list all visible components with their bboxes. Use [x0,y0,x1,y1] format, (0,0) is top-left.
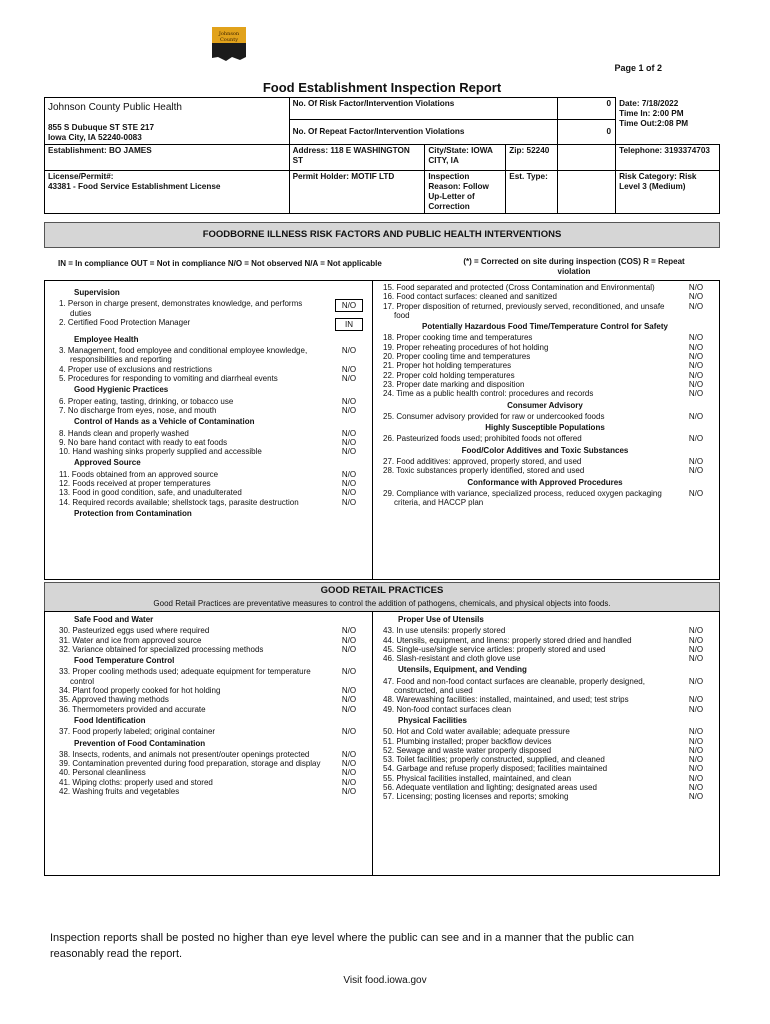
section-heading: Food Temperature Control [74,656,175,666]
checklist-item [56,645,363,654]
compliance-status: N/O [341,704,357,714]
checklist-item-text: 9. No bare hand contact with ready to eat foods [59,437,228,447]
retail-section-band [44,582,720,611]
checklist-item-text: 4. Proper use of exclusions and restrictions [59,364,212,374]
checklist-item [56,705,363,714]
checklist-item [380,292,710,301]
compliance-status: N/O [341,686,357,696]
checklist-item [56,759,363,768]
foodborne-divider [372,280,373,580]
compliance-status: N/O [688,676,704,686]
checklist-item [56,406,363,415]
checklist-item-text: 54. Garbage and refuse properly disposed; facilities maintained [383,764,608,774]
compliance-status: N/O [688,379,704,389]
section-heading: Control of Hands as a Vehicle of Contamination [74,417,255,427]
establishment-zip: Zip: 52240 [506,145,558,171]
establishment-telephone: Telephone: 3193374703 [616,145,720,171]
compliance-status: N/O [341,695,357,705]
checklist-item-text: 5. Procedures for responding to vomiting and diarrheal events [59,374,278,384]
checklist-item-text: 32. Variance obtained for specialized processing methods [59,644,264,654]
checklist-item-text: 41. Wiping cloths: properly used and stored [59,777,213,787]
checklist-item [380,361,710,370]
compliance-status: N/O [688,654,704,664]
compliance-status: N/O [341,787,357,797]
checklist-item [56,318,363,333]
checklist-item-text: 27. Food additives: approved, properly stored, and used [383,457,582,467]
cos-legend: (*) = Corrected on site during inspection (COS) R = Repeat violation [463,257,685,276]
checklist-item-text: 20. Proper cooling time and temperatures [383,352,531,362]
checklist-item-text: 29. Compliance with variance, specialized process, reduced oxygen packaging criteria, and HACCP plan [383,488,662,508]
checklist-item [56,488,363,497]
time-in: Time In: 2:00 PM [619,108,684,118]
checklist-item-text: 30. Pasteurized eggs used where required [59,626,210,636]
section-heading: Safe Food and Water [74,615,154,624]
section-heading: Conformance with Approved Procedures [467,477,623,487]
compliance-status: N/O [341,488,357,498]
checklist-item-text: 15. Food separated and protected (Cross Contamination and Environmental) [383,283,655,292]
compliance-status: N/O [341,428,357,438]
checklist-item [380,333,710,342]
foodborne-right-column [380,283,710,508]
compliance-status: N/O [341,667,357,677]
checklist-item [380,371,710,380]
agency-block [45,98,290,145]
compliance-legend: IN = In compliance OUT = Not in compliance N/O = Not observed N/A = Not applicable [58,259,382,268]
compliance-status: N/O [341,374,357,384]
checklist-item-text: 40. Personal cleanliness [59,768,146,778]
inspection-reason: Inspection Reason: Follow Up-Letter of Correction [425,171,506,214]
checklist-item-text: 48. Warewashing facilities: installed, maintained, and used; test strips [383,695,629,705]
checklist-item [380,343,710,352]
compliance-status: N/O [688,411,704,421]
checklist-item [380,283,710,292]
compliance-status: N/O [341,405,357,415]
checklist-item [380,783,710,792]
checklist-item [380,677,710,696]
license-label: License/Permit#: [48,172,114,181]
compliance-status: N/O [688,488,704,498]
checklist-item-text: 21. Proper hot holding temperatures [383,361,512,371]
checklist-item [380,792,710,801]
compliance-status: IN [335,318,363,331]
establishment-city: City/State: IOWA CITY, IA [425,145,506,171]
repeat-violations-label: No. Of Repeat Factor/Intervention Violations [289,120,558,145]
compliance-status: N/O [688,301,704,311]
checklist-item-text: 14. Required records available; shellstock tags, parasite destruction [59,497,299,507]
checklist-item [380,705,710,714]
section-heading: Supervision [74,288,120,297]
checklist-item-text: 47. Food and non-food contact surfaces are cleanable, properly designed, constructed, and used [383,676,645,696]
logo-text-johnson: Johnson [218,31,240,37]
compliance-status: N/O [341,396,357,406]
compliance-status: N/O [688,695,704,705]
compliance-status: N/O [341,768,357,778]
checklist-item-text: 26. Pasteurized foods used; prohibited foods not offered [383,434,582,444]
checklist-item-text: 36. Thermometers provided and accurate [59,704,206,714]
checklist-item-text: 6. Proper eating, tasting, drinking, or tobacco use [59,396,234,406]
compliance-status: N/O [688,333,704,343]
checklist-item-text: 50. Hot and Cold water available; adequate pressure [383,727,570,737]
compliance-status: N/O [688,342,704,352]
compliance-status: N/O [688,727,704,737]
section-heading: Food Identification [74,715,146,725]
checklist-item-text: 42. Washing fruits and vegetables [59,787,180,797]
compliance-status: N/O [335,299,363,312]
checklist-item-text: 49. Non-food contact surfaces clean [383,704,512,714]
compliance-status: N/O [341,447,357,457]
section-heading: Proper Use of Utensils [398,615,484,624]
risk-violations-count: 0 [558,98,616,120]
checklist-item-text: 33. Proper cooling methods used; adequate equipment for temperature control [59,667,311,686]
checklist-item [380,695,710,704]
visit-link[interactable]: Visit food.iowa.gov [343,975,427,986]
checklist-item-text: 55. Physical facilities installed, maintained, and clean [383,773,572,783]
checklist-item-text: 38. Insects, rodents, and animals not present/outer openings protected [59,749,310,759]
checklist-item [56,447,363,456]
compliance-status: N/O [341,469,357,479]
checklist-item [380,727,710,736]
checklist-item-text: 1. Person in charge present, demonstrates knowledge, and performs duties [59,299,303,318]
risk-category: Risk Category: Risk Level 3 (Medium) [616,171,720,214]
checklist-item-text: 23. Proper date marking and disposition [383,379,525,389]
establishment-info-table [44,97,720,214]
date-time-block [616,98,720,145]
checklist-item-text: 34. Plant food properly cooked for hot holding [59,686,221,696]
compliance-status: N/O [341,759,357,769]
checklist-item-text: 10. Hand washing sinks properly supplied and accessible [59,447,262,457]
county-logo [212,27,246,65]
compliance-status: N/O [341,777,357,787]
checklist-item [56,365,363,374]
checklist-item-text: 44. Utensils, equipment, and linens: properly stored dried and handled [383,635,632,645]
inspection-date: Date: 7/18/2022 [619,98,679,108]
permit-holder: Permit Holder: MOTIF LTD [289,171,425,214]
checklist-item [380,654,710,663]
license-block [45,171,290,214]
checklist-item [380,737,710,746]
compliance-status: N/O [688,466,704,476]
checklist-item [380,764,710,773]
retail-section-title: GOOD RETAIL PRACTICES [320,585,444,596]
compliance-status: N/O [688,389,704,399]
checklist-item-text: 17. Proper disposition of returned, previously served, reconditioned, and unsafe food [383,301,665,320]
checklist-item [56,695,363,704]
checklist-item [56,479,363,488]
checklist-item [56,429,363,438]
checklist-item [56,768,363,777]
checklist-item-text: 57. Licensing; posting licenses and reports; smoking [383,792,569,802]
section-heading: Prevention of Food Contamination [74,738,206,748]
retail-section-subtitle: Good Retail Practices are preventative measures to control the addition of pathogens, chemicals, and physical objects into foods. [153,599,611,608]
checklist-item-text: 8. Hands clean and properly washed [59,428,189,438]
compliance-status: N/O [688,635,704,645]
retail-left-column [56,613,363,796]
checklist-item-text: 39. Contamination prevented during food preparation, storage and display [59,759,321,769]
section-heading: Potentially Hazardous Food Time/Temperature Control for Safety [422,322,668,332]
checklist-item [380,380,710,389]
compliance-status: N/O [688,352,704,362]
checklist-item-text: 31. Water and ice from approved source [59,635,202,645]
compliance-status: N/O [341,644,357,654]
report-title: Food Establishment Inspection Report [262,80,502,95]
checklist-item-text: 22. Proper cold holding temperatures [383,370,515,380]
checklist-item-text: 16. Food contact surfaces: cleaned and sanitized [383,292,557,302]
checklist-item-text: 19. Proper reheating procedures of hot holding [383,342,549,352]
checklist-item-text: 18. Proper cooking time and temperatures [383,333,533,343]
license-number: 43381 - Food Service Establishment License [48,182,221,191]
checklist-item [56,470,363,479]
checklist-item-text: 53. Toilet facilities; properly constructed, supplied, and cleaned [383,755,605,765]
posting-notice: Inspection reports shall be posted no higher than eye level where the public can see and in a manner that the public can reasonably read the report. [50,932,634,960]
checklist-item [56,778,363,787]
checklist-item [380,636,710,645]
compliance-status: N/O [688,292,704,302]
compliance-status: N/O [688,745,704,755]
section-heading: Physical Facilities [398,715,467,725]
checklist-item [56,686,363,695]
checklist-item-text: 24. Time as a public health control: procedures and records [383,389,594,399]
logo-text-county: County [219,37,239,43]
compliance-status: N/O [688,704,704,714]
retail-right-column [380,613,710,802]
checklist-item-text: 3. Management, food employee and conditional employee knowledge, responsibilities and reporting [59,346,308,365]
checklist-item [56,626,363,635]
compliance-status: N/O [341,749,357,759]
checklist-item [380,466,710,475]
compliance-status: N/O [688,457,704,467]
compliance-status: N/O [341,437,357,447]
checklist-item [56,397,363,406]
checklist-item-text: 7. No discharge from eyes, nose, and mouth [59,405,217,415]
compliance-status: N/O [688,370,704,380]
checklist-item-text: 52. Sewage and waste water properly disposed [383,745,552,755]
checklist-item [380,302,710,321]
compliance-status: N/O [688,361,704,371]
section-heading: Approved Source [74,458,141,468]
compliance-status: N/O [341,635,357,645]
page-number: Page 1 of 2 [614,63,662,73]
compliance-status: N/O [688,283,704,292]
section-heading: Consumer Advisory [507,400,583,410]
establishment-address: Address: 118 E WASHINGTON ST [289,145,425,171]
checklist-item [56,667,363,686]
compliance-status: N/O [688,736,704,746]
checklist-item-text: 2. Certified Food Protection Manager [59,317,191,327]
checklist-item [56,787,363,796]
checklist-item [380,755,710,764]
checklist-item [380,645,710,654]
compliance-status: N/O [341,479,357,489]
checklist-item [56,438,363,447]
checklist-item-text: 25. Consumer advisory provided for raw or undercooked foods [383,411,605,421]
checklist-item [56,727,363,736]
checklist-item-text: 11. Foods obtained from an approved source [59,469,219,479]
section-heading: Employee Health [74,334,139,344]
checklist-item [380,626,710,635]
retail-divider [372,611,373,876]
time-out: Time Out:2:08 PM [619,118,689,128]
compliance-status: N/O [341,626,357,636]
checklist-item [56,636,363,645]
checklist-item-text: 13. Food in good condition, safe, and unadulterated [59,488,242,498]
checklist-item [56,374,363,383]
checklist-item [380,746,710,755]
compliance-status: N/O [688,764,704,774]
checklist-item [380,774,710,783]
section-heading: Utensils, Equipment, and Vending [398,665,527,675]
checklist-item [56,299,363,318]
foodborne-section-title: FOODBORNE ILLNESS RISK FACTORS AND PUBLIC HEALTH INTERVENTIONS [44,222,720,248]
checklist-item [380,434,710,443]
checklist-item [380,489,710,508]
checklist-item-text: 51. Plumbing installed; proper backflow devices [383,736,552,746]
section-heading: Food/Color Additives and Toxic Substances [461,445,629,455]
checklist-item-text: 37. Food properly labeled; original container [59,727,216,737]
checklist-item [380,457,710,466]
compliance-status: N/O [688,434,704,444]
section-heading: Good Hygienic Practices [74,385,169,395]
compliance-status: N/O [688,792,704,802]
checklist-item [380,412,710,421]
section-heading: Protection from Contamination [74,508,192,518]
establishment-name: Establishment: BO JAMES [45,145,290,171]
checklist-item-text: 56. Adequate ventilation and lighting; designated areas used [383,783,597,793]
section-heading: Highly Susceptible Populations [485,423,605,433]
checklist-item-text: 35. Approved thawing methods [59,695,169,705]
checklist-item-text: 43. In use utensils: properly stored [383,626,506,636]
repeat-violations-count: 0 [558,120,616,145]
compliance-status: N/O [341,727,357,737]
agency-address-1: 855 S Dubuque ST STE 217 [48,123,155,132]
checklist-item-text: 28. Toxic substances properly identified, stored and used [383,466,585,476]
checklist-item [56,346,363,365]
compliance-status: N/O [341,497,357,507]
compliance-status: N/O [688,773,704,783]
establishment-type: Est. Type: [506,171,558,214]
checklist-item [56,750,363,759]
compliance-status: N/O [688,644,704,654]
checklist-item [380,352,710,361]
foodborne-left-column [56,286,363,520]
compliance-status: N/O [341,346,357,356]
compliance-status: N/O [688,783,704,793]
compliance-status: N/O [688,626,704,636]
checklist-item [56,498,363,507]
compliance-status: N/O [341,364,357,374]
agency-address-2: Iowa City, IA 52240-0083 [48,133,142,142]
risk-violations-label: No. Of Risk Factor/Intervention Violations [289,98,558,120]
compliance-status: N/O [688,755,704,765]
checklist-item-text: 12. Foods received at proper temperatures [59,479,211,489]
checklist-item-text: 45. Single-use/single service articles: properly stored and used [383,644,606,654]
checklist-item-text: 46. Slash-resistant and cloth glove use [383,654,521,664]
agency-name: Johnson County Public Health [48,102,182,113]
checklist-item [380,389,710,398]
